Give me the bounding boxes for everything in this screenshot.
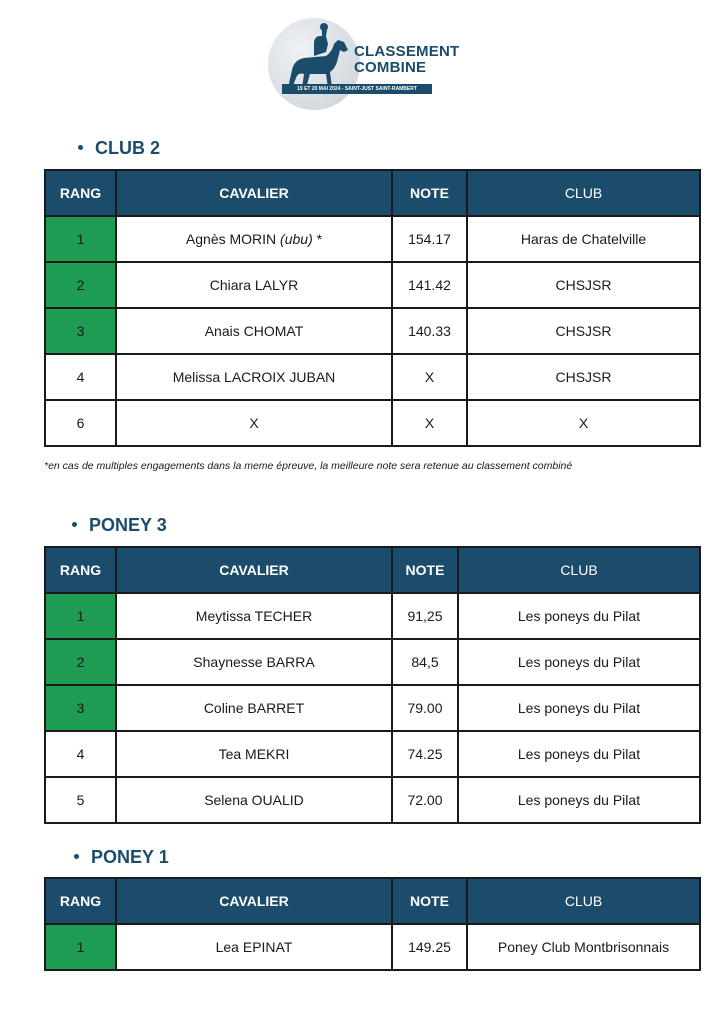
section-title-club-2: CLUB 2 xyxy=(78,138,160,159)
table-header-row xyxy=(45,170,700,216)
club-cell: Les poneys du Pilat xyxy=(458,777,700,823)
score-cell: 140.33 xyxy=(392,308,467,354)
results-table-club-2 xyxy=(44,169,701,447)
table-header-row xyxy=(45,878,700,924)
header-rang: RANG xyxy=(45,878,116,924)
table-row xyxy=(45,308,700,354)
score-cell: 149.25 xyxy=(392,924,467,970)
club-cell: CHSJSR xyxy=(467,308,700,354)
table-row xyxy=(45,216,700,262)
header-club: CLUB xyxy=(467,878,700,924)
logo-date-banner: 19 ET 20 MAI 2024 - SAINT-JUST SAINT-RAMBERT xyxy=(282,84,432,94)
table-header-row xyxy=(45,547,700,593)
rider-cell: Agnès MORIN (ubu) * xyxy=(116,216,392,262)
score-cell: X xyxy=(392,354,467,400)
rider-cell: Chiara LALYR xyxy=(116,262,392,308)
club-cell: CHSJSR xyxy=(467,354,700,400)
table-row xyxy=(45,685,700,731)
rider-cell: Selena OUALID xyxy=(116,777,392,823)
header-club: CLUB xyxy=(458,547,700,593)
bullet-icon xyxy=(74,854,79,859)
score-cell: 91,25 xyxy=(392,593,458,639)
results-table-poney-3 xyxy=(44,546,701,824)
table-row xyxy=(45,354,700,400)
rank-cell: 2 xyxy=(45,262,116,308)
rank-cell: 2 xyxy=(45,639,116,685)
header-club: CLUB xyxy=(467,170,700,216)
table-row xyxy=(45,924,700,970)
table-row xyxy=(45,639,700,685)
header-rang: RANG xyxy=(45,170,116,216)
club-cell: Haras de Chatelville xyxy=(467,216,700,262)
club-cell: Poney Club Montbrisonnais xyxy=(467,924,700,970)
table-row xyxy=(45,777,700,823)
table-row xyxy=(45,593,700,639)
rank-cell: 1 xyxy=(45,216,116,262)
header-cavalier: CAVALIER xyxy=(116,878,392,924)
rank-cell: 1 xyxy=(45,924,116,970)
rider-cell: Shaynesse BARRA xyxy=(116,639,392,685)
club-cell: Les poneys du Pilat xyxy=(458,731,700,777)
rider-cell: Anais CHOMAT xyxy=(116,308,392,354)
header-note: NOTE xyxy=(392,878,467,924)
rider-cell: X xyxy=(116,400,392,446)
header-rang: RANG xyxy=(45,547,116,593)
score-cell: 79.00 xyxy=(392,685,458,731)
score-cell: 141.42 xyxy=(392,262,467,308)
club-cell: Les poneys du Pilat xyxy=(458,685,700,731)
rider-cell: Lea EPINAT xyxy=(116,924,392,970)
score-cell: X xyxy=(392,400,467,446)
table-row xyxy=(45,731,700,777)
rank-cell: 3 xyxy=(45,685,116,731)
logo-title: CLASSEMENT COMBINE xyxy=(354,43,460,76)
rider-cell: Melissa LACROIX JUBAN xyxy=(116,354,392,400)
event-logo xyxy=(268,18,458,110)
score-cell: 72.00 xyxy=(392,777,458,823)
rider-cell: Meytissa TECHER xyxy=(116,593,392,639)
rank-cell: 4 xyxy=(45,354,116,400)
rider-cell: Tea MEKRI xyxy=(116,731,392,777)
section-title-poney-3: PONEY 3 xyxy=(72,515,167,536)
rank-cell: 1 xyxy=(45,593,116,639)
bullet-icon xyxy=(78,145,83,150)
club-cell: Les poneys du Pilat xyxy=(458,593,700,639)
club-cell: CHSJSR xyxy=(467,262,700,308)
table-row xyxy=(45,400,700,446)
rider-cell: Coline BARRET xyxy=(116,685,392,731)
score-cell: 84,5 xyxy=(392,639,458,685)
table-row xyxy=(45,262,700,308)
club-cell: X xyxy=(467,400,700,446)
club-cell: Les poneys du Pilat xyxy=(458,639,700,685)
footnote: *en cas de multiples engagements dans la meme épreuve, la meilleure note sera retenue au classement combiné xyxy=(44,460,573,472)
header-cavalier: CAVALIER xyxy=(116,170,392,216)
header-note: NOTE xyxy=(392,170,467,216)
results-table-poney-1 xyxy=(44,877,701,971)
rank-cell: 5 xyxy=(45,777,116,823)
section-title-poney-1: PONEY 1 xyxy=(74,847,169,868)
rank-cell: 4 xyxy=(45,731,116,777)
header-cavalier: CAVALIER xyxy=(116,547,392,593)
bullet-icon xyxy=(72,522,77,527)
rank-cell: 3 xyxy=(45,308,116,354)
score-cell: 154.17 xyxy=(392,216,467,262)
score-cell: 74.25 xyxy=(392,731,458,777)
header-note: NOTE xyxy=(392,547,458,593)
rank-cell: 6 xyxy=(45,400,116,446)
